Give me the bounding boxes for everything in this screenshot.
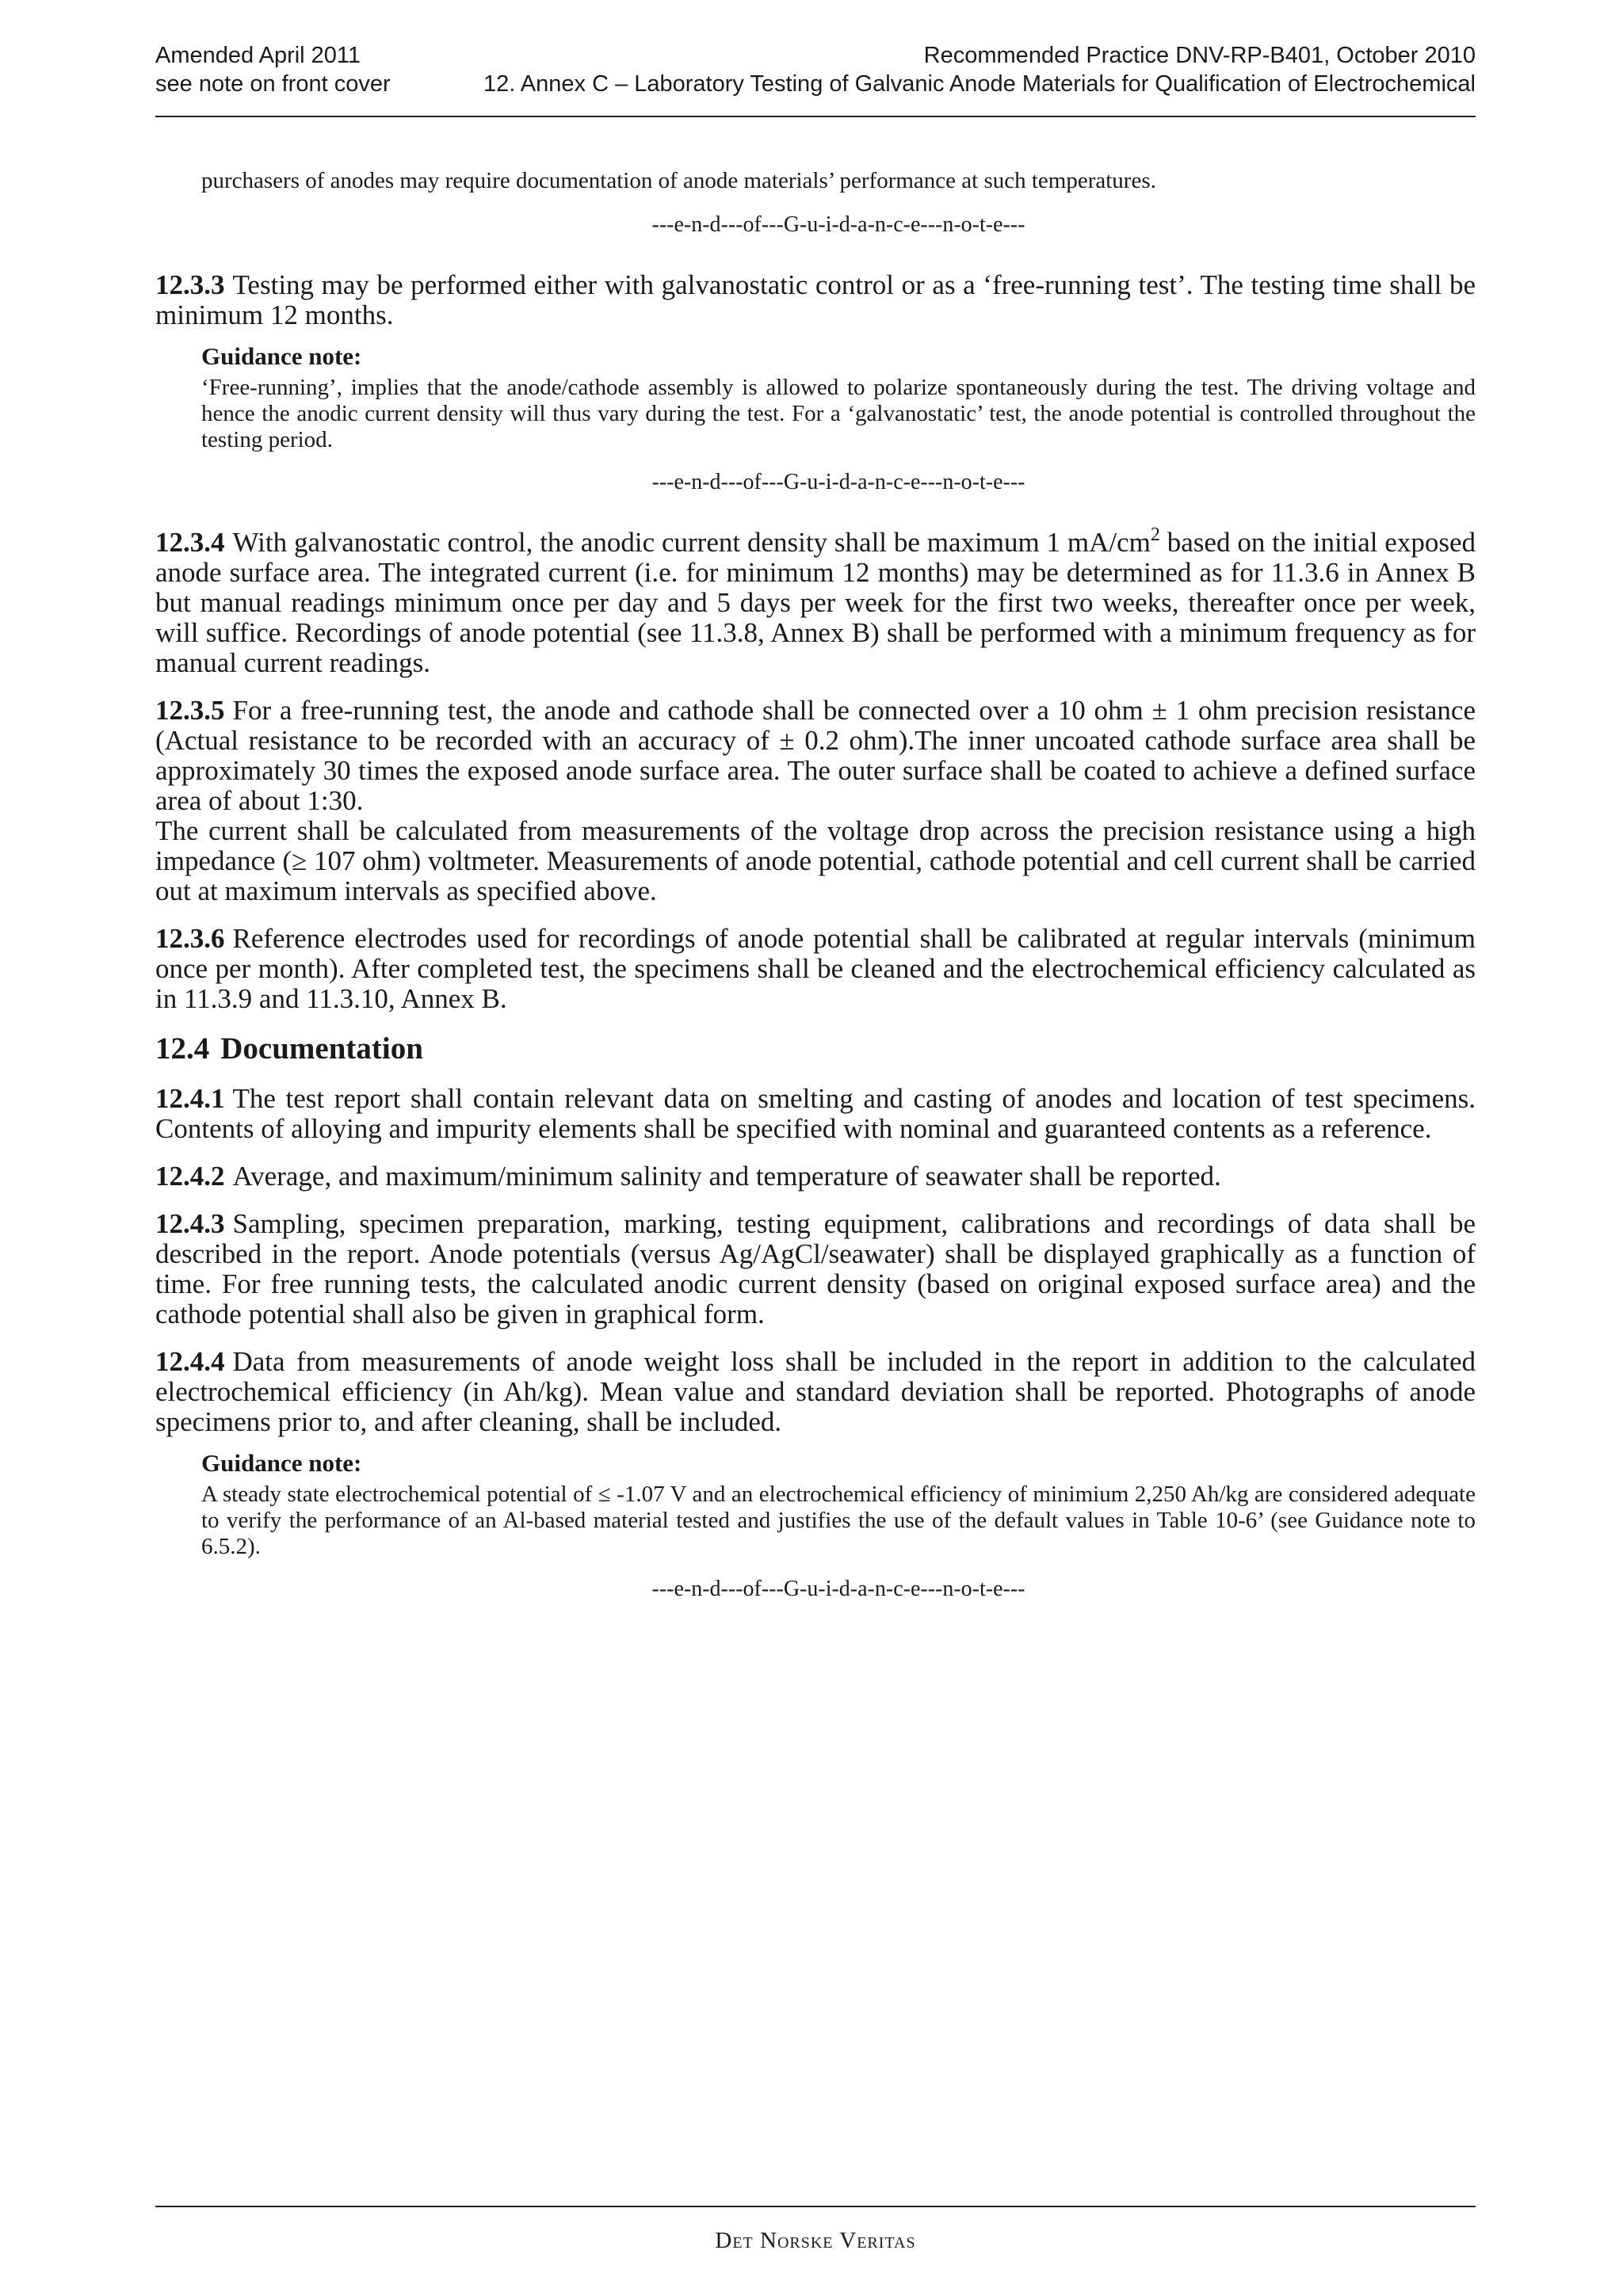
clause-text-second: The current shall be calculated from measurements of the voltage drop across the precision resistance using a high impedance (≥ 107 ohm) voltmeter. Measurements of anode potential, cathode potential and cell current shall be carried out at maximum intervals as specified above. [155,815,1476,906]
guidance-text: purchasers of anodes may require documentation of anode materials’ performance at such temperatures. [201,168,1156,193]
clause-12-4-2 [155,1161,1476,1192]
page-header [155,41,1476,98]
clause-number: 12.3.6 [155,923,225,954]
clause-text: Data from measurements of anode weight loss shall be included in the report in addition to the calculated electrochemical efficiency (in Ah/kg). Mean value and standard deviation shall be reported. Photographs of anode specimens prior to, and after cleaning, shall be included. [155,1346,1476,1437]
guidance-note-12-3-3 [201,341,1476,453]
clause-text: Average, and maximum/minimum salinity and temperature of seawater shall be reported. [232,1161,1221,1192]
header-chapter-title: 12. Annex C – Laboratory Testing of Galvanic Anode Materials for Qualification of Electrochemical [483,71,1476,97]
clause-text: For a free-running test, the anode and cathode shall be connected over a 10 ohm ± 1 ohm precision resistance (Actual resistance to be recorded with an accuracy of ± 0.2 ohm).The inner uncoated cathode surface area shall be approximately 30 times the exposed anode surface area. The outer surface shall be coated to achieve a defined surface area of about 1:30. [155,695,1476,816]
clause-text: The test report shall contain relevant data on smelting and casting of anodes and location of test specimens. Contents of alloying and impurity elements shall be specified with nominal and guaranteed contents as a reference. [155,1083,1476,1144]
clause-12-4-3 [155,1209,1476,1329]
clause-number: 12.3.3 [155,269,225,300]
header-amended: Amended April 2011 [155,43,361,68]
clause-12-3-3 [155,270,1476,330]
guidance-text: ‘Free-running’, implies that the anode/cathode assembly is allowed to polarize spontaneously during the test. The driving voltage and hence the anodic current density will thus vary during the test. For a ‘galvanostatic’ test, the anode potential is controlled throughout the testing period. [201,375,1476,452]
clause-12-4-4 [155,1347,1476,1437]
guidance-end-marker: ---e-n-d---of---G-u-i-d-a-n-c-e---n-o-t-e--- [651,470,1025,494]
clause-text-cont: based on the initial exposed anode surface area. The integrated current (i.e. for minimum 12 months) may be determined as for 11.3.6 in Annex B but manual readings minimum once per day and 5 days per week for the first two weeks, thereafter once per week, will suffice. Recordings of anode potential (see 11.3.8, Annex B) shall be performed with a minimum frequency as for manual current readings. [155,527,1476,678]
guidance-end-marker: ---e-n-d---of---G-u-i-d-a-n-c-e---n-o-t-e--- [651,212,1025,237]
guidance-title: Guidance note: [201,342,362,370]
section-title: Documentation [220,1032,423,1066]
header-divider [155,116,1476,117]
guidance-title: Guidance note: [201,1449,362,1477]
clause-number: 12.4.2 [155,1161,225,1192]
guidance-note-12-4-4 [201,1448,1476,1560]
clause-12-3-4 [155,524,1476,678]
section-heading-12-4 [155,1032,1476,1066]
header-publication: Recommended Practice DNV-RP-B401, October 2010 [923,43,1476,68]
clause-12-3-5 [155,696,1476,906]
guidance-text: A steady state electrochemical potential of ≤ -1.07 V and an electrochemical efficiency of minimium 2,250 Ah/kg are considered adequate to verify the performance of an Al-based material tested and justifies the use of the default values in Table 10-6’ (see Guidance note to 6.5.2). [201,1482,1476,1559]
header-front-cover-note: see note on front cover [155,71,391,97]
clause-12-4-1 [155,1084,1476,1144]
clause-number: 12.3.4 [155,527,225,558]
page-content [155,168,1476,1634]
clause-number: 12.4.4 [155,1346,225,1377]
clause-text: Testing may be performed either with galvanostatic control or as a ‘free-running test’. The testing time shall be minimum 12 months. [155,269,1476,330]
clause-text: Reference electrodes used for recordings of anode potential shall be calibrated at regular intervals (minimum once per month). After completed test, the specimens shall be cleaned and the electrochemical efficiency calculated as in 11.3.9 and 11.3.10, Annex B. [155,923,1476,1014]
clause-number: 12.4.3 [155,1208,225,1239]
document-page [155,0,1476,2296]
superscript: 2 [1150,524,1160,545]
page-footer: Det Norske Veritas [715,2228,916,2253]
footer-divider [155,2206,1476,2207]
clause-number: 12.3.5 [155,695,225,726]
guidance-end-marker: ---e-n-d---of---G-u-i-d-a-n-c-e---n-o-t-e--- [651,1577,1025,1601]
clause-number: 12.4.1 [155,1083,225,1114]
guidance-note-continued [201,168,1476,194]
clause-text: Sampling, specimen preparation, marking, testing equipment, calibrations and recordings of data shall be described in the report. Anode potentials (versus Ag/AgCl/seawater) shall be displayed graphically as a function of time. For free running tests, the calculated anodic current density (based on original exposed surface area) and the cathode potential shall also be given in graphical form. [155,1208,1476,1329]
clause-12-3-6 [155,924,1476,1014]
section-number: 12.4 [155,1032,210,1066]
clause-text: With galvanostatic control, the anodic current density shall be maximum 1 mA/cm [232,527,1151,558]
